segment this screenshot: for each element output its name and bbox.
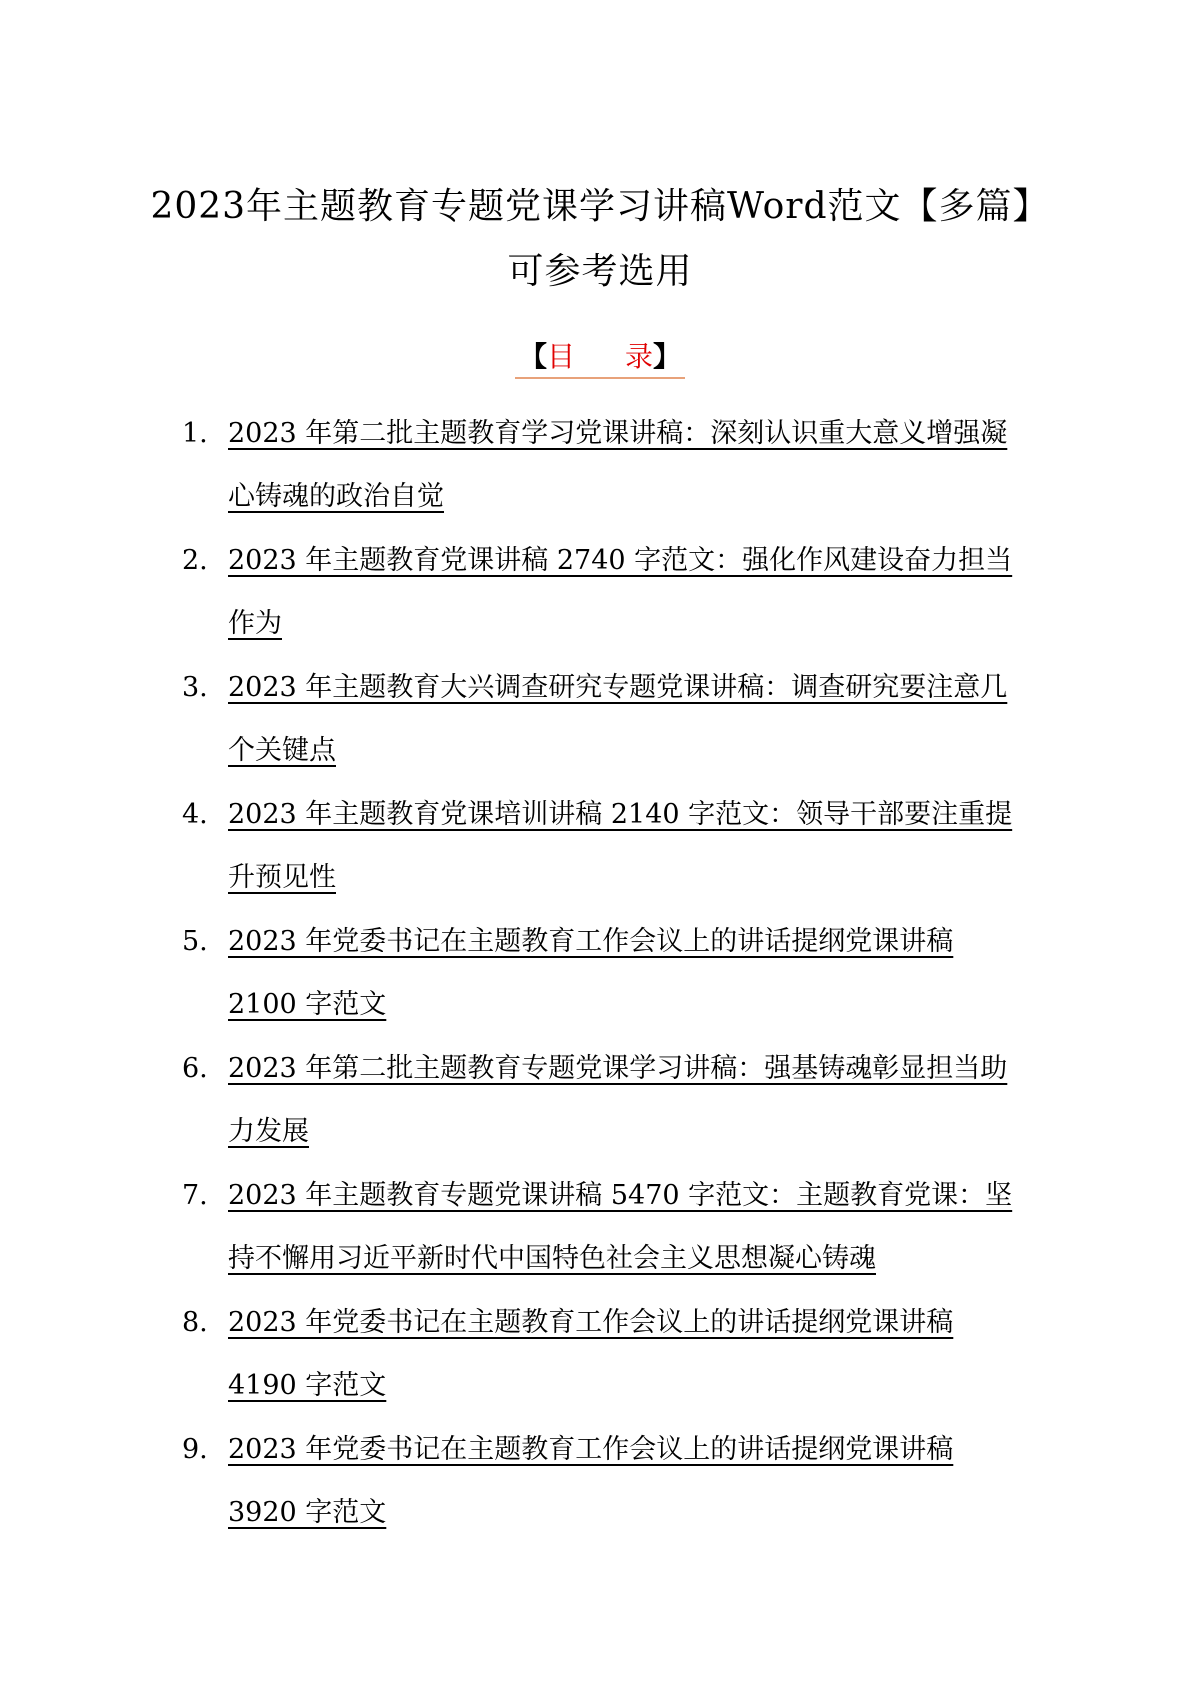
toc-item xyxy=(0,668,1200,795)
toc-item-link-line1[interactable]: 2023 年主题教育专题党课讲稿 5470 字范文：主题教育党课：坚 xyxy=(228,1180,1013,1211)
toc-item-link-line1[interactable]: 2023 年主题教育党课培训讲稿 2140 字范文：领导干部要注重提 xyxy=(228,799,1013,830)
toc-heading-underline xyxy=(515,335,685,379)
toc-item-link-line1[interactable]: 2023 年第二批主题教育专题党课学习讲稿：强基铸魂彰显担当助 xyxy=(228,1053,1008,1084)
toc-item-link-line1[interactable]: 2023 年第二批主题教育学习党课讲稿：深刻认识重大意义增强凝 xyxy=(228,418,1008,449)
toc-item-link-line2[interactable]: 作为 xyxy=(228,608,282,639)
toc-list xyxy=(0,414,1200,1557)
document-title-line2: 可参考选用 xyxy=(507,251,693,292)
toc-item-link-line1[interactable]: 2023 年主题教育大兴调查研究专题党课讲稿：调查研究要注意几 xyxy=(228,672,1008,703)
toc-item-link-line2[interactable]: 心铸魂的政治自觉 xyxy=(228,481,444,512)
toc-item-number: 4. xyxy=(182,799,208,830)
toc-item-number: 5. xyxy=(182,926,208,957)
toc-open-bracket: 【 xyxy=(518,340,547,373)
toc-item xyxy=(0,1176,1200,1303)
toc-item xyxy=(0,795,1200,922)
toc-item-link-line2[interactable]: 个关键点 xyxy=(228,735,336,766)
toc-item-link-line1[interactable]: 2023 年党委书记在主题教育工作会议上的讲话提纲党课讲稿 xyxy=(228,1307,954,1338)
toc-item xyxy=(0,541,1200,668)
toc-item-link-line1[interactable]: 2023 年党委书记在主题教育工作会议上的讲话提纲党课讲稿 xyxy=(228,1434,954,1465)
toc-item xyxy=(0,1049,1200,1176)
toc-item xyxy=(0,414,1200,541)
toc-item-link-line2[interactable]: 4190 字范文 xyxy=(228,1370,387,1401)
toc-item xyxy=(0,922,1200,1049)
toc-item-number: 7. xyxy=(182,1180,208,1211)
toc-close-bracket: 】 xyxy=(653,340,682,373)
toc-item-link-line2[interactable]: 力发展 xyxy=(228,1116,309,1147)
toc-item-link-line2[interactable]: 升预见性 xyxy=(228,862,336,893)
toc-item xyxy=(0,1303,1200,1430)
toc-item-link-line2[interactable]: 持不懈用习近平新时代中国特色社会主义思想凝心铸魂 xyxy=(228,1243,876,1274)
toc-item-link-line1[interactable]: 2023 年主题教育党课讲稿 2740 字范文：强化作风建设奋力担当 xyxy=(228,545,1013,576)
toc-word-mu: 目 xyxy=(546,340,575,373)
toc-heading xyxy=(0,335,1200,379)
toc-item-number: 1. xyxy=(182,418,208,449)
toc-item xyxy=(0,1430,1200,1557)
toc-item-number: 2. xyxy=(182,545,208,576)
toc-item-link-line1[interactable]: 2023 年党委书记在主题教育工作会议上的讲话提纲党课讲稿 xyxy=(228,926,954,957)
toc-item-number: 6. xyxy=(182,1053,208,1084)
toc-item-number: 8. xyxy=(182,1307,208,1338)
toc-item-number: 3. xyxy=(182,672,208,703)
document-title-line1: 2023年主题教育专题党课学习讲稿Word范文【多篇】 xyxy=(150,186,1050,227)
toc-item-link-line2[interactable]: 3920 字范文 xyxy=(228,1497,387,1528)
toc-word-lu: 录 xyxy=(625,340,654,373)
toc-item-link-line2[interactable]: 2100 字范文 xyxy=(228,989,387,1020)
toc-item-number: 9. xyxy=(182,1434,208,1465)
